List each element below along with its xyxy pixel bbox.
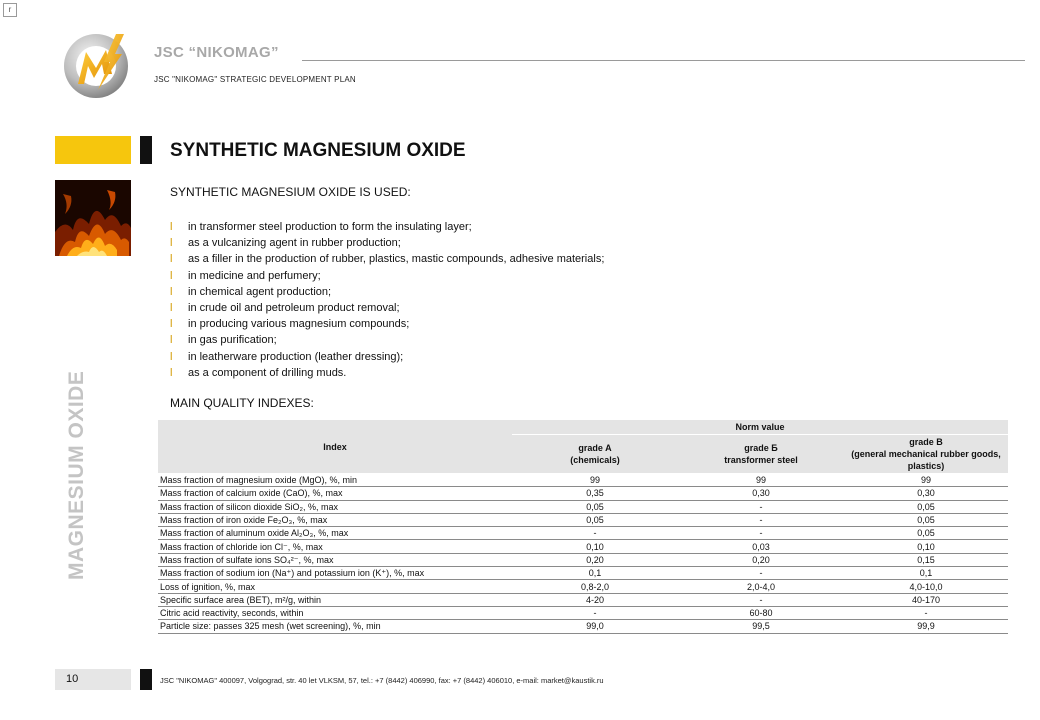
list-item-text: in crude oil and petroleum product removal; (188, 301, 400, 314)
table-cell: 0,30 (678, 487, 844, 500)
table-cell: - (512, 527, 678, 540)
header-text: grade A (578, 443, 612, 453)
table-cell: - (678, 567, 844, 580)
table-cell: 0,03 (678, 540, 844, 553)
company-name: JSC “NIKOMAG” (154, 44, 279, 61)
header-text: grade Б (744, 443, 778, 453)
table-cell: 0,20 (512, 553, 678, 566)
table-cell: Mass fraction of aluminum oxide Al₂O₃, %, max (158, 527, 512, 540)
fire-photo (55, 180, 131, 256)
list-item (170, 316, 604, 332)
table-row (158, 527, 1008, 540)
table-cell: - (678, 527, 844, 540)
accent-block (55, 136, 131, 164)
table-cell: 99 (512, 474, 678, 487)
table-cell: 0,1 (512, 567, 678, 580)
corner-mark: r (3, 3, 17, 17)
table-row (158, 474, 1008, 487)
list-item-text: as a vulcanizing agent in rubber production; (188, 237, 401, 250)
table-cell: Mass fraction of calcium oxide (CaO), %, max (158, 487, 512, 500)
table-cell: 99,5 (678, 620, 844, 633)
grade-b-header (678, 435, 844, 474)
table-row (158, 567, 1008, 580)
side-title: MAGNESIUM OXIDE (65, 370, 88, 580)
table-cell: 0,05 (844, 527, 1008, 540)
list-item-text: in gas purification; (188, 334, 277, 347)
table-cell: 0,05 (512, 500, 678, 513)
header-text: (general mechanical rubber goods, plastics) (851, 449, 1001, 471)
table-cell: 0,20 (678, 553, 844, 566)
footer-marker (140, 669, 152, 690)
header-text: grade В (909, 437, 943, 447)
table-cell: Loss of ignition, %, max (158, 580, 512, 593)
table-cell: 0,05 (844, 500, 1008, 513)
list-item-text: in leatherware production (leather dressing); (188, 350, 404, 363)
table-cell: 0,05 (512, 513, 678, 526)
table-cell: - (512, 606, 678, 619)
bullet-marker: l (170, 221, 173, 233)
table-row (158, 487, 1008, 500)
table-cell: 2,0-4,0 (678, 580, 844, 593)
page-number: 10 (66, 673, 79, 685)
table-row (158, 606, 1008, 619)
list-item-text: in producing various magnesium compounds; (188, 318, 410, 331)
table-row (158, 620, 1008, 633)
grade-c-header (844, 435, 1008, 474)
header-text: (chemicals) (570, 455, 620, 465)
quality-heading: MAIN QUALITY INDEXES: (170, 396, 314, 410)
bullet-marker: l (170, 253, 173, 266)
list-item-text: as a filler in the production of rubber, plastics, mastic compounds, adhesive materials; (188, 253, 605, 266)
list-item (170, 219, 604, 235)
list-item (170, 284, 604, 300)
header-divider (302, 60, 1025, 61)
table-cell: 0,10 (844, 540, 1008, 553)
quality-table (158, 420, 1008, 634)
bullet-marker: l (170, 318, 173, 331)
table-cell: 0,05 (844, 513, 1008, 526)
table-row (158, 513, 1008, 526)
table-cell: Mass fraction of iron oxide Fe₂O₃, %, max (158, 513, 512, 526)
table-cell: 99 (678, 474, 844, 487)
table-cell: Mass fraction of sulfate ions SO₄²⁻, %, max (158, 553, 512, 566)
table-cell: Citric acid reactivity, seconds, within (158, 606, 512, 619)
table-cell: 40-170 (844, 593, 1008, 606)
table-cell: 4-20 (512, 593, 678, 606)
plan-subtitle: JSC "NIKOMAG" STRATEGIC DEVELOPMENT PLAN (154, 75, 356, 84)
bullet-marker: l (170, 301, 173, 314)
table-row (158, 553, 1008, 566)
bullet-marker: l (170, 366, 173, 379)
list-item (170, 268, 604, 284)
list-item-text: in chemical agent production; (188, 285, 332, 298)
uses-heading: SYNTHETIC MAGNESIUM OXIDE IS USED: (170, 185, 411, 199)
list-item-text: in medicine and perfumery; (188, 269, 321, 282)
list-item-text: in transformer steel production to form the insulating layer; (188, 221, 472, 233)
table-cell: - (678, 593, 844, 606)
table-cell: 0,15 (844, 553, 1008, 566)
table-row (158, 500, 1008, 513)
footer-contact: JSC "NIKOMAG" 400097, Volgograd, str. 40 let VLKSM, 57, tel.: +7 (8442) 406990, fax: +7 (8442) 406010, e-mail: market@kaustik.ru (160, 676, 604, 685)
bullet-marker: l (170, 269, 173, 282)
table-row (158, 540, 1008, 553)
table-row (158, 580, 1008, 593)
list-item (170, 332, 604, 348)
table-cell: - (678, 500, 844, 513)
bullet-marker: l (170, 350, 173, 363)
index-header: Index (158, 420, 512, 474)
table-cell: 60-80 (678, 606, 844, 619)
list-item (170, 235, 604, 251)
header-text: transformer steel (724, 455, 798, 465)
grade-a-header (512, 435, 678, 474)
table-cell: - (678, 513, 844, 526)
list-item (170, 300, 604, 316)
table-cell: Specific surface area (BET), m²/g, within (158, 593, 512, 606)
table-cell: 4,0-10,0 (844, 580, 1008, 593)
table-cell: 0,1 (844, 567, 1008, 580)
table-cell: 99 (844, 474, 1008, 487)
table-row (158, 593, 1008, 606)
list-item (170, 349, 604, 365)
list-item-text: as a component of drilling muds. (188, 366, 347, 379)
table-cell: 99,0 (512, 620, 678, 633)
table-cell: Mass fraction of silicon dioxide SiO₂, %, max (158, 500, 512, 513)
table-cell: Mass fraction of sodium ion (Na⁺) and potassium ion (K⁺), %, max (158, 567, 512, 580)
table-cell: 0,8-2,0 (512, 580, 678, 593)
table-cell: - (844, 606, 1008, 619)
table-cell: Mass fraction of magnesium oxide (MgO), %, min (158, 474, 512, 487)
norm-value-header: Norm value (512, 420, 1008, 435)
table-cell: 99,9 (844, 620, 1008, 633)
table-cell: Particle size: passes 325 mesh (wet screening), %, min (158, 620, 512, 633)
bullet-marker: l (170, 285, 173, 298)
page-title: SYNTHETIC MAGNESIUM OXIDE (170, 140, 466, 161)
bullet-marker: l (170, 334, 173, 347)
bullet-marker: l (170, 237, 173, 250)
list-item (170, 365, 604, 381)
table-cell: 0,35 (512, 487, 678, 500)
uses-list (170, 219, 604, 381)
title-marker (140, 136, 152, 164)
table-cell: Mass fraction of chloride ion Cl⁻, %, max (158, 540, 512, 553)
list-item (170, 251, 604, 267)
table-cell: 0,10 (512, 540, 678, 553)
table-cell: 0,30 (844, 487, 1008, 500)
nikomag-logo (58, 28, 134, 104)
